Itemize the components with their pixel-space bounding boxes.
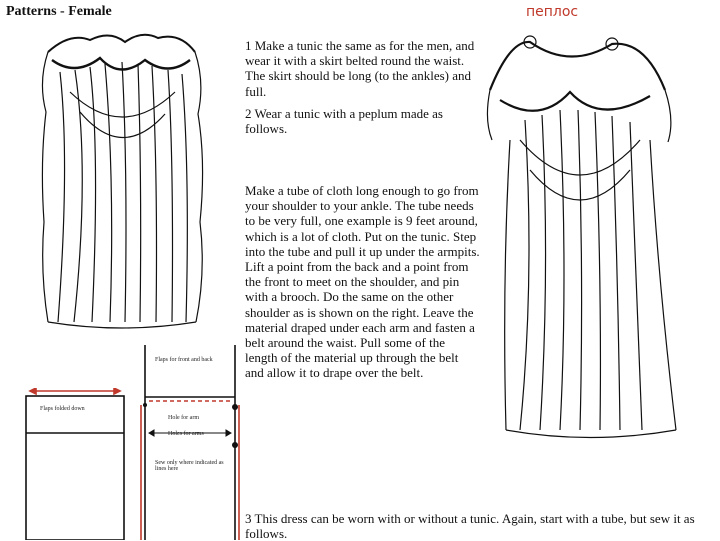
holes-for-arms-label: Holes for arms xyxy=(168,431,204,437)
hole-for-arm-label: Hole for arm xyxy=(168,415,199,421)
page-title: Patterns - Female xyxy=(6,4,112,19)
flaps-front-back-label: Flaps for front and back xyxy=(155,357,213,363)
tube-pattern-left xyxy=(22,388,132,540)
sew-indication-label: Sew only where indicated as lines here xyxy=(155,460,224,472)
flaps-folded-label: Flaps folded down xyxy=(40,406,85,412)
instruction-step-3: 3 This dress can be worn with or without a tunic. Again, start with a tube, but sew it as follows. xyxy=(245,511,695,541)
instruction-step-1: 1 Make a tunic the same as for the men, and wear it with a skirt belted round the waist. The skirt should be long (to the ankles) and full. xyxy=(245,38,475,99)
instruction-step-2-detail: Make a tube of cloth long enough to go from your shoulder to your ankle. The tube needs to be very full, one example is 9 feet around, which is a lot of cloth. Put on the tunic. Step into the tube and pull it up under the armpits. Lift a point from the back and a point from the front to meet on the shoulder, and pin with a brooch. Do the same on the other shoulder as is shown on the right. Leave the material draped under each arm and fasten a belt around the waist. Pull some of the length of the material up through the belt and allow it to drape over the belt. xyxy=(245,183,480,381)
peplos-label: пеплос xyxy=(526,4,579,20)
instruction-step-2: 2 Wear a tunic with a peplum made as follows. xyxy=(245,106,443,137)
tube-pattern-right xyxy=(135,345,245,540)
draped-dress-illustration-left xyxy=(30,22,215,332)
draped-dress-illustration-right xyxy=(480,30,685,440)
